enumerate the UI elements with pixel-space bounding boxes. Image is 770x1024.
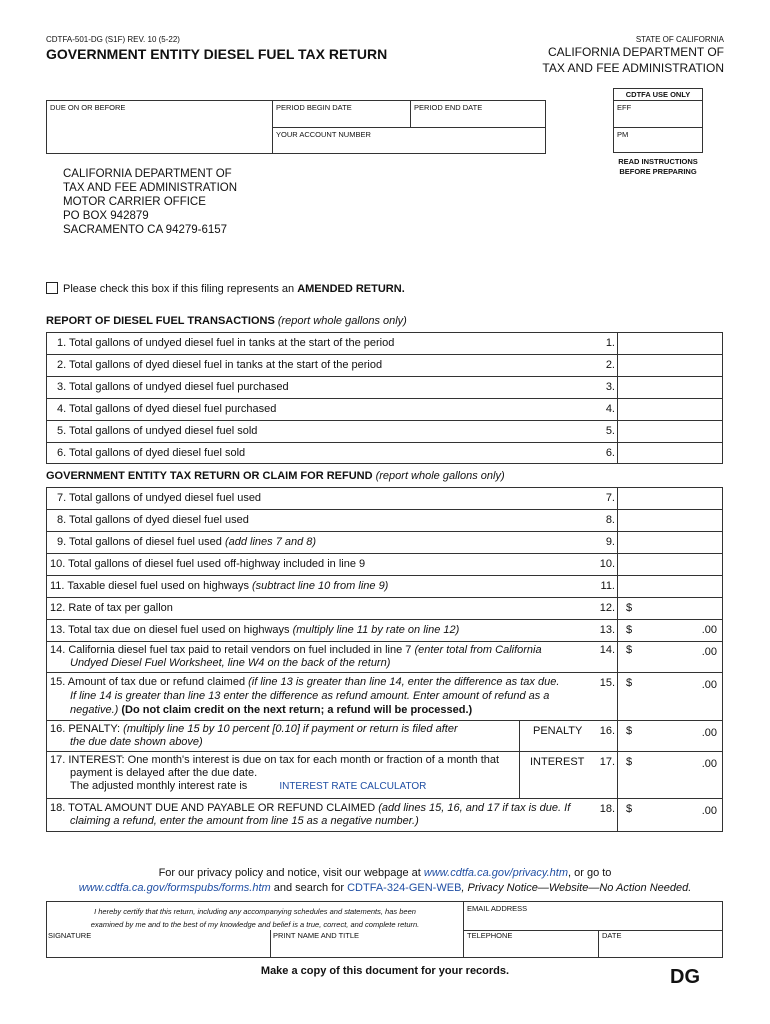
line-note: If line 14 is greater than line 13 enter the difference as refund amount. Enter amount of refund as a bbox=[70, 690, 550, 702]
address-line: MOTOR CARRIER OFFICE bbox=[63, 196, 206, 208]
line-note: (if line 13 is greater than line 14, enter the difference as tax due. bbox=[248, 676, 560, 688]
line-label: 12. Rate of tax per gallon bbox=[50, 602, 173, 614]
line-number: 17. bbox=[599, 756, 615, 768]
line-number: 15. bbox=[599, 677, 615, 689]
dollar-sign: $ bbox=[626, 803, 633, 815]
line-note: negative.) bbox=[70, 704, 119, 716]
line-number: 4. bbox=[605, 403, 615, 415]
form-id: CDTFA-501-DG (S1F) REV. 10 (5-22) bbox=[46, 35, 180, 44]
address-line: SACRAMENTO CA 94279-6157 bbox=[63, 224, 228, 236]
privacy-text: For our privacy policy and notice, visit our webpage at bbox=[158, 867, 424, 879]
line-note: (multiply line 15 by 10 percent [0.10] if payment or return is filed after bbox=[123, 723, 458, 735]
form-code: DG bbox=[670, 966, 700, 988]
cents: .00 bbox=[701, 624, 717, 636]
amended-bold: AMENDED RETURN. bbox=[297, 283, 405, 295]
form-title: GOVERNMENT ENTITY DIESEL FUEL TAX RETURN bbox=[46, 46, 388, 62]
line-text: 14. California diesel fuel tax paid to retail vendors on fuel included in line 7 bbox=[50, 644, 415, 656]
privacy-link[interactable]: www.cdtfa.ca.gov/privacy.htm bbox=[423, 867, 568, 879]
state-label: STATE OF CALIFORNIA bbox=[635, 35, 724, 44]
line-note: (enter total from California bbox=[414, 644, 542, 656]
address-line: CALIFORNIA DEPARTMENT OF bbox=[63, 168, 232, 180]
line-text: The adjusted monthly interest rate is bbox=[70, 780, 248, 792]
line-label bbox=[50, 644, 542, 670]
eff-field: EFF bbox=[617, 103, 632, 112]
privacy-text: and search for bbox=[270, 882, 348, 894]
privacy-notice bbox=[0, 866, 770, 896]
print-name-field[interactable]: PRINT NAME AND TITLE bbox=[273, 931, 359, 940]
line-text: 18. TOTAL AMOUNT DUE AND PAYABLE OR REFUND CLAIMED bbox=[50, 802, 379, 814]
department-name bbox=[542, 44, 724, 76]
dollar-sign: $ bbox=[626, 725, 633, 737]
line-label: 5. Total gallons of undyed diesel fuel sold bbox=[57, 425, 258, 437]
privacy-notice-link[interactable]: CDTFA-324-GEN-WEB bbox=[347, 882, 462, 894]
line-number: 16. bbox=[599, 725, 615, 737]
line-label bbox=[50, 624, 459, 636]
line-note: (subtract line 10 from line 9) bbox=[252, 580, 389, 592]
line-number: 14. bbox=[599, 644, 615, 656]
line-label bbox=[57, 536, 316, 548]
section1-title-text: REPORT OF DIESEL FUEL TRANSACTIONS bbox=[46, 315, 275, 327]
section2-title-text: GOVERNMENT ENTITY TAX RETURN OR CLAIM FOR REFUND bbox=[46, 470, 373, 482]
line-label: 4. Total gallons of dyed diesel fuel purchased bbox=[57, 403, 277, 415]
line-number: 11. bbox=[600, 580, 615, 592]
period-end-field[interactable]: PERIOD END DATE bbox=[414, 103, 483, 112]
line-bold: (Do not claim credit on the next return; a refund will be processed.) bbox=[118, 704, 473, 716]
line-text: 16. PENALTY: bbox=[50, 723, 124, 735]
line-note: (add lines 15, 16, and 17 if tax is due. If bbox=[378, 802, 571, 814]
line-text: 9. Total gallons of diesel fuel used bbox=[57, 536, 225, 548]
line-text: 15. Amount of tax due or refund claimed bbox=[50, 676, 249, 688]
line-label: 1. Total gallons of undyed diesel fuel in tanks at the start of the period bbox=[57, 337, 395, 349]
line-number: 6. bbox=[605, 447, 615, 459]
section1-amount-inputs[interactable] bbox=[618, 333, 722, 463]
dollar-sign: $ bbox=[626, 644, 633, 656]
telephone-field[interactable]: TELEPHONE bbox=[467, 931, 513, 940]
line-label: 10. Total gallons of diesel fuel used off-highway included in line 9 bbox=[50, 558, 366, 570]
address-line: TAX AND FEE ADMINISTRATION bbox=[63, 182, 238, 194]
section2-title bbox=[46, 470, 505, 482]
dept-line-1: CALIFORNIA DEPARTMENT OF bbox=[547, 45, 724, 59]
account-number-field[interactable]: YOUR ACCOUNT NUMBER bbox=[276, 130, 371, 139]
email-address-field[interactable]: EMAIL ADDRESS bbox=[467, 904, 528, 913]
line-label: 7. Total gallons of undyed diesel fuel used bbox=[57, 492, 262, 504]
cents: .00 bbox=[701, 805, 717, 817]
due-date-field[interactable]: DUE ON OR BEFORE bbox=[50, 103, 126, 112]
amended-text: Please check this box if this filing represents an bbox=[63, 283, 298, 295]
line-note: claiming a refund, enter the amount from line 15 as a negative number.) bbox=[70, 815, 419, 827]
amended-return-label bbox=[63, 283, 405, 295]
line-label: 3. Total gallons of undyed diesel fuel purchased bbox=[57, 381, 289, 393]
line-number: 9. bbox=[605, 536, 615, 548]
cert-text: examined by me and to the best of my knowledge and belief is a true, correct, and complete return. bbox=[90, 920, 420, 929]
penalty-label: PENALTY bbox=[533, 725, 583, 737]
line-note: (add lines 7 and 8) bbox=[224, 536, 317, 548]
privacy-text: , or go to bbox=[568, 867, 612, 879]
section2-amount-inputs[interactable] bbox=[618, 488, 722, 831]
cents: .00 bbox=[701, 646, 717, 658]
period-begin-field[interactable]: PERIOD BEGIN DATE bbox=[276, 103, 352, 112]
dollar-sign: $ bbox=[626, 756, 633, 768]
dollar-sign: $ bbox=[626, 677, 633, 689]
mailing-address bbox=[63, 167, 237, 237]
line-label bbox=[50, 723, 458, 749]
section2-note: (report whole gallons only) bbox=[372, 470, 505, 482]
line-label: 6. Total gallons of dyed diesel fuel sold bbox=[57, 447, 246, 459]
line-number: 13. bbox=[599, 624, 615, 636]
certification-statement bbox=[48, 905, 462, 931]
line-text: 17. INTEREST: One month's interest is due on tax for each month or fraction of a month that bbox=[50, 754, 500, 766]
line-number: 7. bbox=[605, 492, 615, 504]
cents: .00 bbox=[701, 679, 717, 691]
read-instructions bbox=[600, 157, 716, 177]
cert-text: I hereby certify that this return, including any accompanying schedules and statements, has been bbox=[94, 907, 416, 916]
line-text: payment is delayed after the due date. bbox=[70, 767, 258, 779]
line-label bbox=[50, 754, 499, 793]
line-label: 8. Total gallons of dyed diesel fuel used bbox=[57, 514, 249, 526]
dept-line-2: TAX AND FEE ADMINISTRATION bbox=[542, 61, 724, 75]
dollar-sign: $ bbox=[626, 624, 633, 636]
line-number: 8. bbox=[605, 514, 615, 526]
line-note: Undyed Diesel Fuel Worksheet, line W4 on the back of the return) bbox=[70, 657, 391, 669]
line-label bbox=[50, 675, 559, 717]
date-field[interactable]: DATE bbox=[602, 931, 622, 940]
section1-note: (report whole gallons only) bbox=[274, 315, 407, 327]
line-number: 18. bbox=[599, 803, 615, 815]
copy-notice: Make a copy of this document for your records. bbox=[260, 965, 510, 977]
interest-rate-calculator-link[interactable]: INTEREST RATE CALCULATOR bbox=[279, 781, 427, 792]
line-number: 3. bbox=[605, 381, 615, 393]
line-note: (multiply line 11 by rate on line 12) bbox=[292, 624, 460, 636]
read-line-2: BEFORE PREPARING bbox=[619, 167, 697, 176]
line-number: 12. bbox=[599, 602, 615, 614]
line-number: 5. bbox=[605, 425, 615, 437]
line-number: 10. bbox=[599, 558, 615, 570]
signature-field[interactable]: SIGNATURE bbox=[48, 931, 92, 940]
line-number: 1. bbox=[605, 337, 615, 349]
cents: .00 bbox=[701, 727, 717, 739]
line-number: 2. bbox=[605, 359, 615, 371]
line-note: the due date shown above) bbox=[70, 736, 203, 748]
pm-field: PM bbox=[617, 130, 629, 139]
cents: .00 bbox=[701, 758, 717, 770]
line-label bbox=[50, 580, 388, 592]
line-label bbox=[50, 802, 570, 828]
line-text: 11. Taxable diesel fuel used on highways bbox=[50, 580, 253, 592]
address-line: PO BOX 942879 bbox=[63, 210, 149, 222]
forms-link[interactable]: www.cdtfa.ca.gov/formspubs/forms.htm bbox=[78, 882, 271, 894]
line-label: 2. Total gallons of dyed diesel fuel in tanks at the start of the period bbox=[57, 359, 383, 371]
amended-return-checkbox[interactable] bbox=[46, 282, 58, 294]
section1-title bbox=[46, 315, 407, 327]
dollar-sign: $ bbox=[626, 602, 633, 614]
cdtfa-use-label: CDTFA USE ONLY bbox=[625, 90, 691, 99]
privacy-text: , Privacy Notice—Website—No Action Needed. bbox=[461, 882, 692, 894]
line-text: 13. Total tax due on diesel fuel used on highways bbox=[50, 624, 293, 636]
interest-label: INTEREST bbox=[530, 756, 585, 768]
read-line-1: READ INSTRUCTIONS bbox=[618, 157, 698, 166]
